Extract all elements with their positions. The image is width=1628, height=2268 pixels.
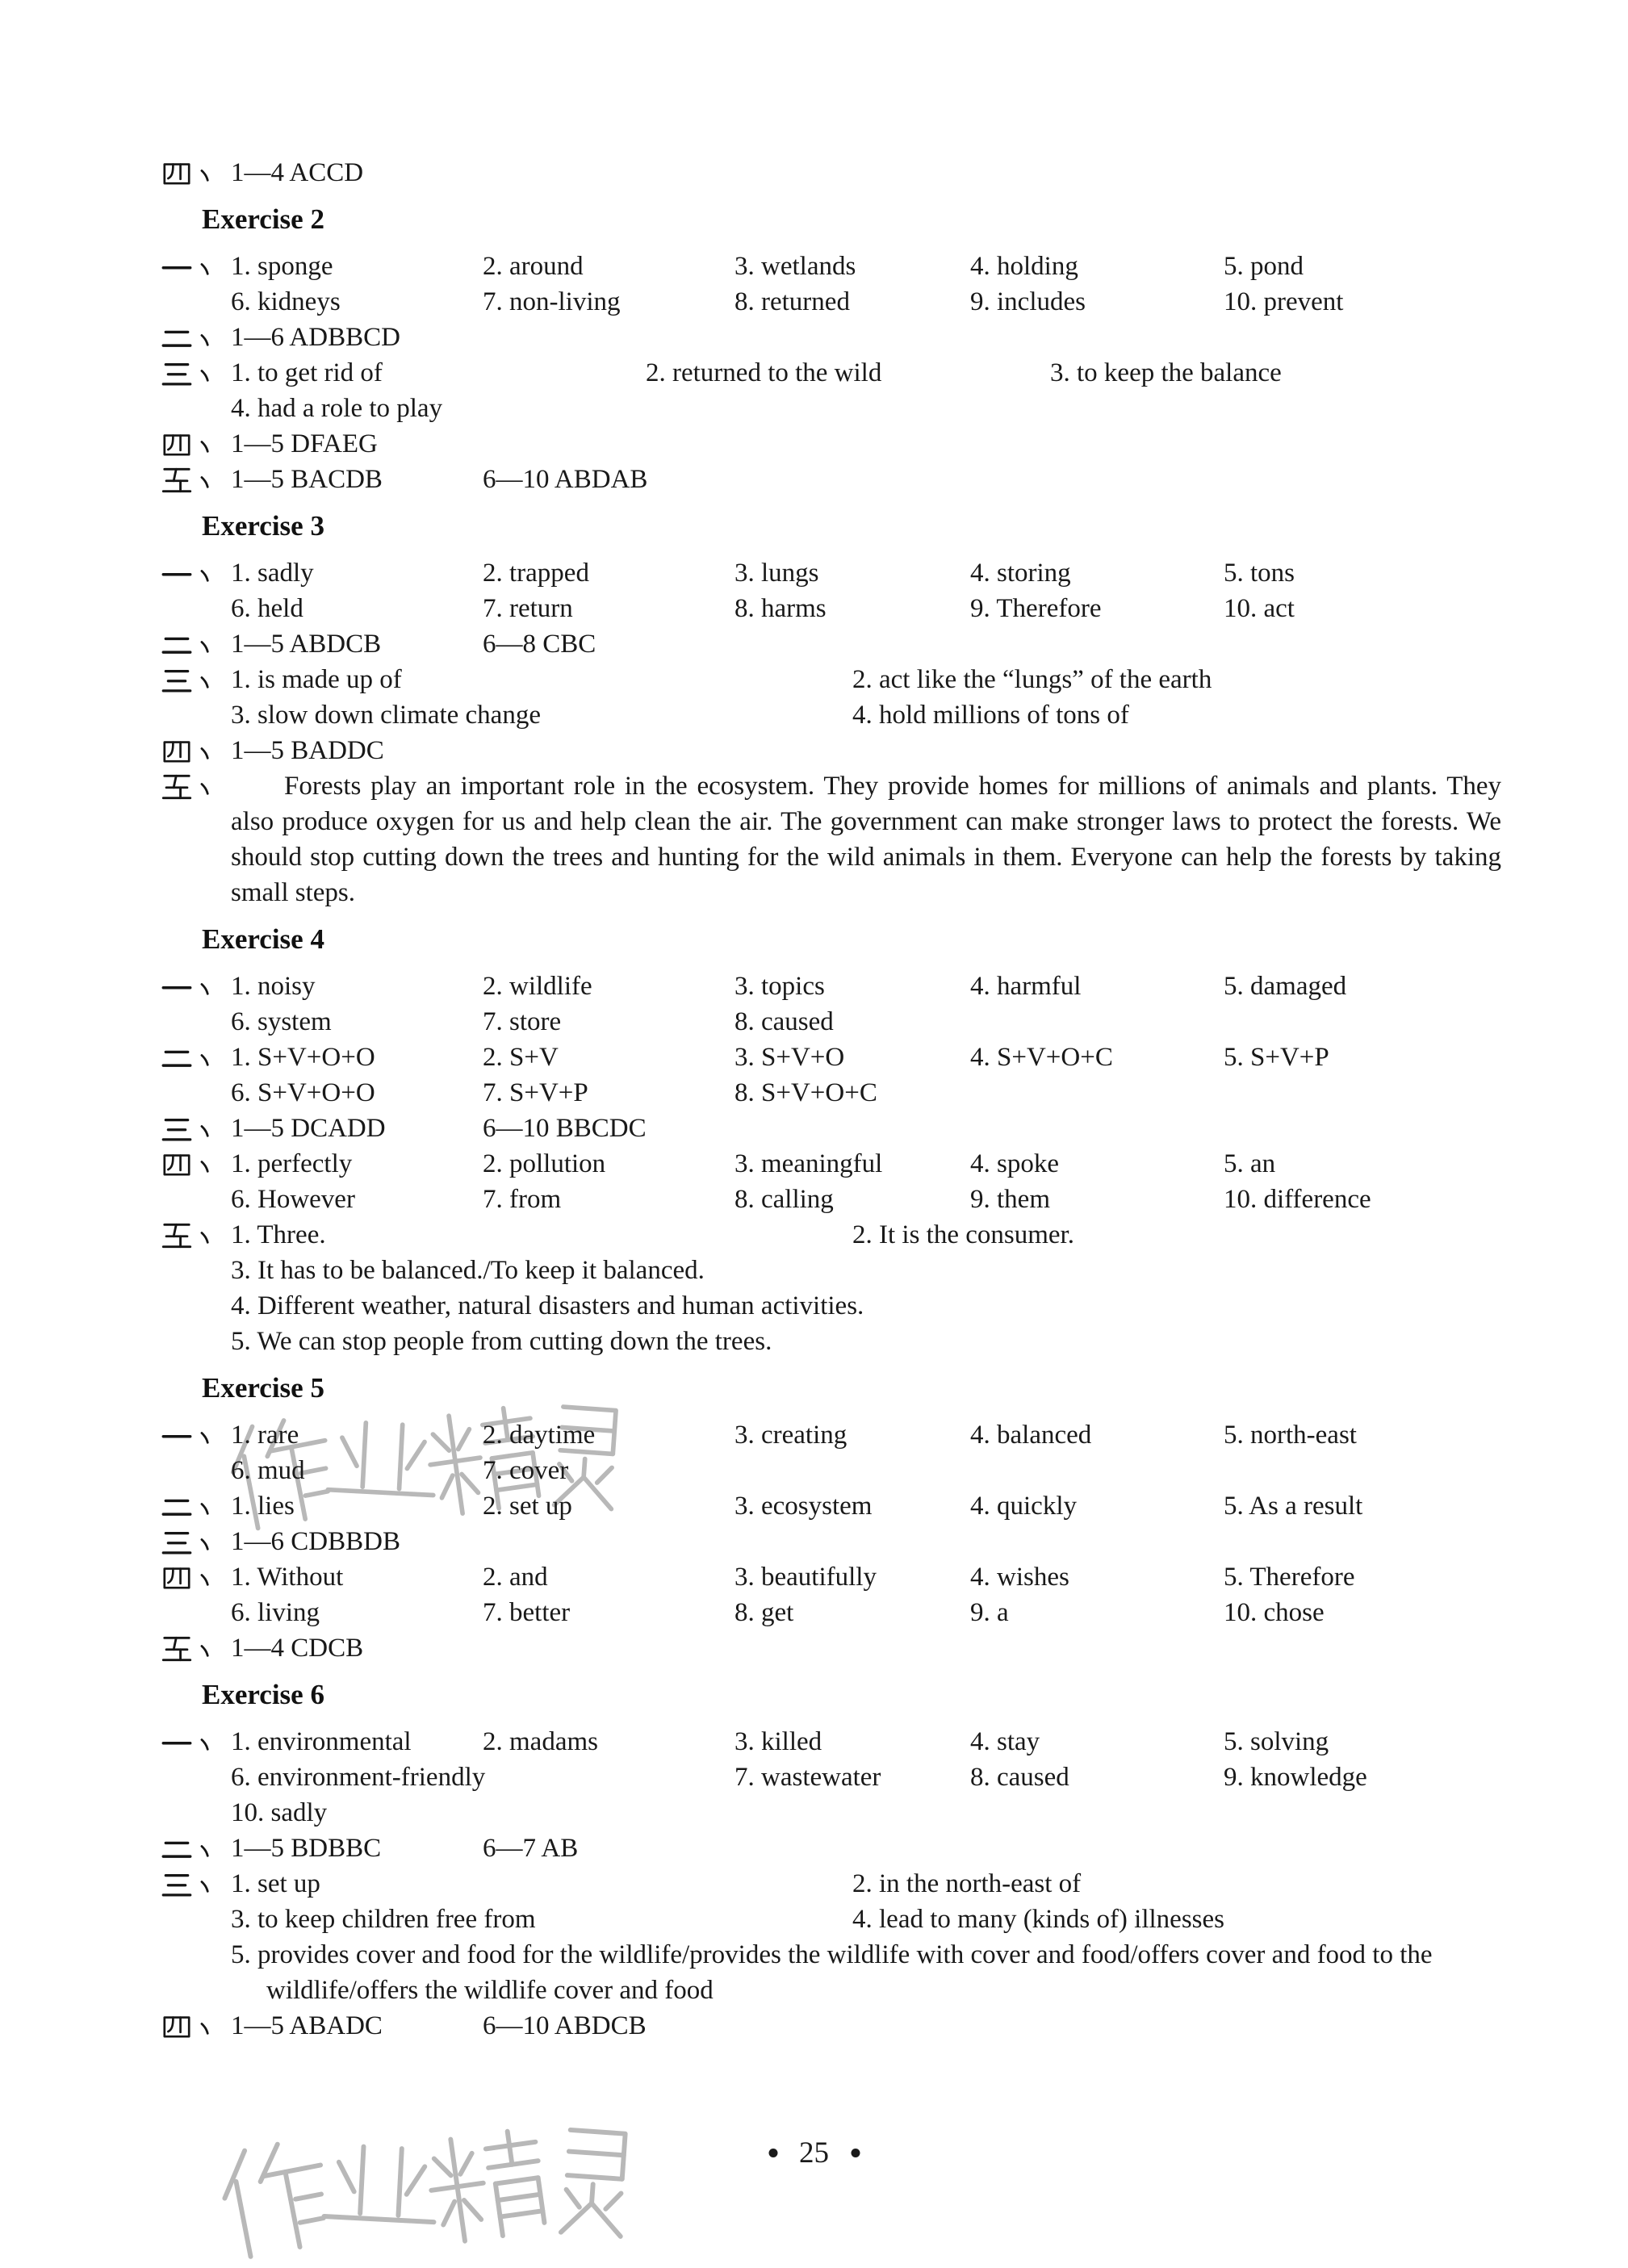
watermark-char (419, 2120, 555, 2259)
answer-item: 5. solving (1224, 1727, 1329, 1756)
ideographic-comma-icon (195, 1492, 217, 1523)
answer-item: 10. sadly (231, 1798, 328, 1827)
section-lines (231, 555, 1501, 626)
section-lines (231, 1217, 1501, 1359)
answer-item: 7. better (483, 1598, 571, 1627)
answer-item: 6. kidneys (231, 287, 341, 316)
section-lines (231, 1559, 1501, 1630)
answer-section (161, 768, 1501, 910)
answer-item: 4. lead to many (kinds of) illnesses (852, 1905, 1225, 1934)
section-lines (231, 1630, 1501, 1666)
answer-item: 5. provides cover and food for the wildlife/provides the wildlife with cover and food/offers cover and food to the wildlife/offers the wildlife cover and food (231, 1940, 1433, 2005)
answer-item: 1. is made up of (231, 665, 402, 694)
ideographic-comma-icon (195, 630, 217, 661)
answer-item: 3. It has to be balanced./To keep it balanced. (231, 1256, 705, 1285)
answer-item: 7. wastewater (734, 1763, 881, 1792)
answer-section (161, 155, 1501, 190)
section-marker (161, 768, 231, 803)
answer-item: 1. S+V+O+O (231, 1043, 375, 1072)
answer-line (231, 555, 1501, 591)
answer-line (231, 969, 1501, 1004)
answer-item: 2. It is the consumer. (852, 1220, 1074, 1249)
section-lines (231, 155, 1501, 190)
answer-item: 3. to keep children free from (231, 1905, 536, 1934)
answer-line (231, 426, 1501, 462)
answer-section (161, 462, 1501, 497)
section-lines (231, 426, 1501, 462)
section-number-glyph-icon (161, 1114, 192, 1144)
section-number-glyph-icon (161, 1634, 192, 1664)
section-lines (231, 320, 1501, 355)
ideographic-comma-icon (195, 559, 217, 590)
section-lines (231, 1831, 1501, 1866)
answer-line (231, 626, 1501, 662)
exercise-title: Exercise 6 (202, 1679, 324, 1710)
section-marker (161, 1111, 231, 1145)
section-marker (161, 555, 231, 590)
exercise-title: Exercise 3 (202, 510, 324, 542)
answer-line (231, 1040, 1501, 1075)
answer-item: 9. a (970, 1598, 1009, 1627)
answer-item: 2. and (483, 1563, 548, 1592)
ideographic-comma-icon (195, 430, 217, 461)
section-marker (161, 320, 231, 354)
answer-line (231, 1524, 1501, 1559)
answer-item: 4. holding (970, 252, 1078, 281)
answer-section (161, 1417, 1501, 1488)
ideographic-comma-icon (195, 1870, 217, 1901)
answer-item: 2. returned to the wild (646, 358, 882, 387)
section-marker (161, 2008, 231, 2043)
section-marker (161, 1217, 231, 1252)
answer-item: 8. returned (734, 287, 850, 316)
answer-item: 6—10 ABDCB (483, 2011, 647, 2040)
section-number-glyph-icon (161, 323, 192, 354)
answer-line (231, 355, 1501, 391)
answer-item: 5. We can stop people from cutting down the trees. (231, 1327, 772, 1356)
page-number (747, 2136, 881, 2170)
answer-item: 8. calling (734, 1185, 834, 1214)
answer-line (231, 1453, 1501, 1488)
answer-item: 6. living (231, 1598, 320, 1627)
answer-item: 1. lies (231, 1492, 295, 1521)
watermark-glyph-icon (203, 2128, 344, 2268)
ideographic-comma-icon (195, 1044, 217, 1074)
section-number-glyph-icon (161, 1149, 192, 1180)
watermark-glyph-icon (317, 2130, 443, 2256)
answer-item: 2. S+V (483, 1043, 559, 1072)
answer-item: 1—6 CDBBDB (231, 1527, 400, 1556)
answer-item: 1. Three. (231, 1220, 326, 1249)
answer-item: 1. sadly (231, 559, 314, 588)
answer-item: 8. harms (734, 594, 827, 623)
ideographic-comma-icon (195, 973, 217, 1003)
watermark-glyph-icon (529, 2118, 657, 2245)
section-marker (161, 462, 231, 496)
section-number-glyph-icon (161, 1727, 192, 1758)
ideographic-comma-icon (195, 1634, 217, 1665)
watermark-glyph-icon (419, 2120, 554, 2255)
answer-item: 8. S+V+O+C (734, 1078, 877, 1107)
answer-item: 5. damaged (1224, 972, 1347, 1001)
answer-section (161, 1146, 1501, 1217)
answer-item: 3. slow down climate change (231, 701, 541, 730)
answer-line (231, 1724, 1501, 1760)
answer-item: 1—5 BDBBC (231, 1834, 382, 1863)
answer-item: 4. harmful (970, 972, 1082, 1001)
section-marker (161, 1488, 231, 1523)
answer-line (231, 1866, 1501, 1902)
answer-item: 1. environmental (231, 1727, 412, 1756)
answer-line (231, 591, 1501, 626)
answer-item: 3. meaningful (734, 1149, 883, 1178)
answer-item: 7. cover (483, 1456, 569, 1485)
answer-line (231, 697, 1501, 733)
answer-item: 4. Different weather, natural disasters and human activities. (231, 1291, 864, 1320)
answer-line (231, 1795, 1501, 1831)
answer-line (231, 1004, 1501, 1040)
section-number-glyph-icon (161, 1492, 192, 1522)
section-lines (231, 1488, 1501, 1524)
section-number-glyph-icon (161, 559, 192, 589)
answer-item: 1. sponge (231, 252, 333, 281)
section-number-glyph-icon (161, 736, 192, 767)
answer-item: 3. S+V+O (734, 1043, 845, 1072)
section-number-glyph-icon (161, 1563, 192, 1593)
answer-section (161, 555, 1501, 626)
section-marker (161, 662, 231, 697)
answer-item: 4. balanced (970, 1421, 1092, 1450)
answer-line (231, 1595, 1501, 1630)
answer-item: 3. topics (734, 972, 825, 1001)
answer-item: 5. Therefore (1224, 1563, 1355, 1592)
answer-item: 6. environment-friendly (231, 1763, 486, 1792)
section-marker (161, 1524, 231, 1559)
answer-section (161, 320, 1501, 355)
answer-line (231, 1488, 1501, 1524)
answer-item: 3. killed (734, 1727, 822, 1756)
ideographic-comma-icon (195, 1150, 217, 1181)
answer-section (161, 1111, 1501, 1146)
section-marker (161, 1559, 231, 1594)
section-lines (231, 355, 1501, 426)
answer-item: 10. prevent (1224, 287, 1344, 316)
answer-item: 5. north-east (1224, 1421, 1357, 1450)
answer-item: 3. lungs (734, 559, 819, 588)
answer-item: 1—5 ABADC (231, 2011, 383, 2040)
section-marker (161, 249, 231, 283)
answer-section (161, 626, 1501, 662)
section-marker (161, 1630, 231, 1665)
answer-item: 9. Therefore (970, 594, 1102, 623)
ideographic-comma-icon (195, 1528, 217, 1559)
section-lines (231, 1040, 1501, 1111)
ideographic-comma-icon (195, 466, 217, 496)
answer-item: 4. stay (970, 1727, 1040, 1756)
answer-section (161, 1524, 1501, 1559)
answer-section (161, 1866, 1501, 2008)
section-marker (161, 1866, 231, 1901)
section-number-glyph-icon (161, 1043, 192, 1073)
section-marker (161, 426, 231, 461)
answer-paragraph: Forests play an important role in the ecosystem. They provide homes for millions of animals and plants. They also produce oxygen for us and help clean the air. The government can make stronger laws to protect the forests. We should stop cutting down the trees and hunting for the wild animals in them. Everyone can help the forests by taking small steps. (231, 772, 1501, 907)
answer-item: 4. had a role to play (231, 394, 443, 423)
answer-item: 3. ecosystem (734, 1492, 873, 1521)
answer-item: 4. spoke (970, 1149, 1059, 1178)
ideographic-comma-icon (195, 359, 217, 390)
answer-item: 1. to get rid of (231, 358, 383, 387)
answer-item: 1. rare (231, 1421, 299, 1450)
section-lines (231, 1111, 1501, 1146)
answer-item: 3. beautifully (734, 1563, 877, 1592)
ideographic-comma-icon (195, 772, 217, 803)
answer-item: 1—5 ABDCB (231, 630, 382, 659)
page-number-dot-right (851, 2149, 860, 2157)
section-lines (231, 662, 1501, 733)
answer-line (231, 733, 1501, 768)
section-marker (161, 1831, 231, 1865)
section-lines (231, 1724, 1501, 1831)
answer-item: 3. wetlands (734, 252, 856, 281)
answer-item: 9. them (970, 1185, 1050, 1214)
answer-item: 8. caused (734, 1007, 834, 1036)
answer-item: 7. return (483, 594, 573, 623)
answer-item: 2. around (483, 252, 584, 281)
section-lines (231, 462, 1501, 497)
ideographic-comma-icon (195, 2012, 217, 2043)
exercise-title: Exercise 2 (202, 203, 324, 235)
answer-item: 2. daytime (483, 1421, 596, 1450)
answer-item: 7. store (483, 1007, 562, 1036)
answer-item: 10. chose (1224, 1598, 1325, 1627)
answer-line (231, 1217, 1501, 1253)
watermark-char (529, 2118, 657, 2249)
ideographic-comma-icon (195, 159, 217, 190)
answer-section (161, 1831, 1501, 1866)
answer-line (231, 284, 1501, 320)
answer-item: 6—10 ABDAB (483, 465, 648, 494)
answer-item: 8. get (734, 1598, 794, 1627)
ideographic-comma-icon (195, 1835, 217, 1865)
section-marker (161, 155, 231, 190)
section-number-glyph-icon (161, 772, 192, 802)
section-marker (161, 1146, 231, 1181)
ideographic-comma-icon (195, 1115, 217, 1145)
section-lines (231, 969, 1501, 1040)
answer-item: 6—10 BBCDC (483, 1114, 647, 1143)
section-marker (161, 1417, 231, 1452)
answer-item: 2. trapped (483, 559, 589, 588)
answer-item: 5. pond (1224, 252, 1304, 281)
answer-section (161, 355, 1501, 426)
answer-item: 1. noisy (231, 972, 316, 1001)
section-lines (231, 2008, 1501, 2044)
answer-line (231, 1760, 1501, 1795)
answer-line (231, 2008, 1501, 2044)
answer-section (161, 1040, 1501, 1111)
exercise-title: Exercise 5 (202, 1372, 324, 1404)
exercise-title: Exercise 4 (202, 923, 324, 955)
answer-content (161, 155, 1501, 2044)
answer-item: 3. creating (734, 1421, 847, 1450)
answer-line (231, 1182, 1501, 1217)
answer-item: 10. act (1224, 594, 1295, 623)
answer-line (231, 1111, 1501, 1146)
section-lines (231, 249, 1501, 320)
section-number-glyph-icon (161, 1869, 192, 1900)
answer-line (231, 1630, 1501, 1666)
section-number-glyph-icon (161, 158, 192, 189)
answer-item: 4. quickly (970, 1492, 1077, 1521)
section-number-glyph-icon (161, 1421, 192, 1451)
answer-line (231, 1075, 1501, 1111)
answer-item: 4. storing (970, 559, 1071, 588)
watermark-char (317, 2130, 443, 2260)
page-number-value: 25 (799, 2136, 829, 2170)
answer-item: 4. wishes (970, 1563, 1069, 1592)
section-number-glyph-icon (161, 665, 192, 696)
answer-item: 1. Without (231, 1563, 344, 1592)
section-marker (161, 626, 231, 661)
section-number-glyph-icon (161, 2011, 192, 2042)
section-lines (231, 1524, 1501, 1559)
answer-item: 5. an (1224, 1149, 1276, 1178)
section-lines (231, 626, 1501, 662)
section-lines (231, 1866, 1501, 2008)
ideographic-comma-icon (195, 1728, 217, 1759)
answer-item: 2. madams (483, 1727, 598, 1756)
answer-item: 1—5 BACDB (231, 465, 383, 494)
answer-item: 7. from (483, 1185, 562, 1214)
answer-item: 1—5 DCADD (231, 1114, 386, 1143)
answer-item: 2. set up (483, 1492, 572, 1521)
section-number-glyph-icon (161, 1527, 192, 1558)
section-number-glyph-icon (161, 465, 192, 496)
answer-line (231, 155, 1501, 190)
answer-section (161, 1488, 1501, 1524)
answer-item: 6. system (231, 1007, 332, 1036)
answer-item: 4. S+V+O+C (970, 1043, 1113, 1072)
answer-line (231, 662, 1501, 697)
section-lines (231, 733, 1501, 768)
answer-item: 6. held (231, 594, 303, 623)
answer-section (161, 662, 1501, 733)
answer-section (161, 249, 1501, 320)
answer-section (161, 2008, 1501, 2044)
answer-item: 8. caused (970, 1763, 1069, 1792)
ideographic-comma-icon (195, 666, 217, 697)
answer-item: 9. includes (970, 287, 1086, 316)
answer-item: 1—4 CDCB (231, 1634, 364, 1663)
section-number-glyph-icon (161, 630, 192, 660)
ideographic-comma-icon (195, 1421, 217, 1452)
answer-line (231, 391, 1501, 426)
answer-item: 6. mud (231, 1456, 305, 1485)
section-number-glyph-icon (161, 1220, 192, 1251)
answer-line (231, 249, 1501, 284)
section-marker (161, 1040, 231, 1074)
answer-item: 6. However (231, 1185, 355, 1214)
answer-item: 1—6 ADBBCD (231, 323, 400, 352)
section-number-glyph-icon (161, 429, 192, 460)
answer-section (161, 1217, 1501, 1359)
answer-line (231, 1559, 1501, 1595)
answer-item: 3. to keep the balance (1050, 358, 1282, 387)
section-marker (161, 733, 231, 768)
answer-section (161, 1630, 1501, 1666)
answer-line (231, 1417, 1501, 1453)
section-number-glyph-icon (161, 972, 192, 1002)
watermark-bottom (211, 2119, 642, 2265)
answer-item: 1—5 DFAEG (231, 429, 378, 458)
section-marker (161, 1724, 231, 1759)
answer-section (161, 1724, 1501, 1831)
section-number-glyph-icon (161, 252, 192, 282)
answer-section (161, 1559, 1501, 1630)
answer-item: 4. hold millions of tons of (852, 701, 1129, 730)
ideographic-comma-icon (195, 1563, 217, 1594)
answer-item: 1—4 ACCD (231, 158, 364, 187)
answer-line (231, 1146, 1501, 1182)
section-marker (161, 969, 231, 1003)
answer-item: 6. S+V+O+O (231, 1078, 375, 1107)
answer-section (161, 969, 1501, 1040)
section-lines (231, 1417, 1501, 1488)
answer-item: 5. tons (1224, 559, 1295, 588)
answer-line (231, 462, 1501, 497)
answer-item: 5. As a result (1224, 1492, 1363, 1521)
section-lines (231, 1146, 1501, 1217)
answer-line (231, 320, 1501, 355)
answer-item: 1. set up (231, 1869, 320, 1898)
answer-item: 1. perfectly (231, 1149, 353, 1178)
answer-item: 2. pollution (483, 1149, 606, 1178)
answer-item: 6—7 AB (483, 1834, 579, 1863)
answer-section (161, 733, 1501, 768)
answer-line (231, 1902, 1501, 1937)
section-number-glyph-icon (161, 1834, 192, 1864)
answer-item: 2. act like the “lungs” of the earth (852, 665, 1212, 694)
answer-item: 1—5 BADDC (231, 736, 384, 765)
section-number-glyph-icon (161, 358, 192, 389)
answer-section (161, 426, 1501, 462)
section-marker (161, 355, 231, 390)
answer-item: 2. wildlife (483, 972, 592, 1001)
page-number-dot-left (768, 2149, 777, 2157)
answer-line (231, 1831, 1501, 1866)
section-lines (231, 768, 1501, 910)
watermark-char (203, 2128, 344, 2268)
answer-item: 2. in the north-east of (852, 1869, 1082, 1898)
answer-item: 10. difference (1224, 1185, 1371, 1214)
ideographic-comma-icon (195, 253, 217, 283)
answer-item: 7. S+V+P (483, 1078, 588, 1107)
ideographic-comma-icon (195, 324, 217, 354)
ideographic-comma-icon (195, 1221, 217, 1252)
answer-item: 5. S+V+P (1224, 1043, 1329, 1072)
answer-item: 6—8 CBC (483, 630, 596, 659)
ideographic-comma-icon (195, 737, 217, 768)
answer-item: 9. knowledge (1224, 1763, 1367, 1792)
answer-item: 7. non-living (483, 287, 621, 316)
